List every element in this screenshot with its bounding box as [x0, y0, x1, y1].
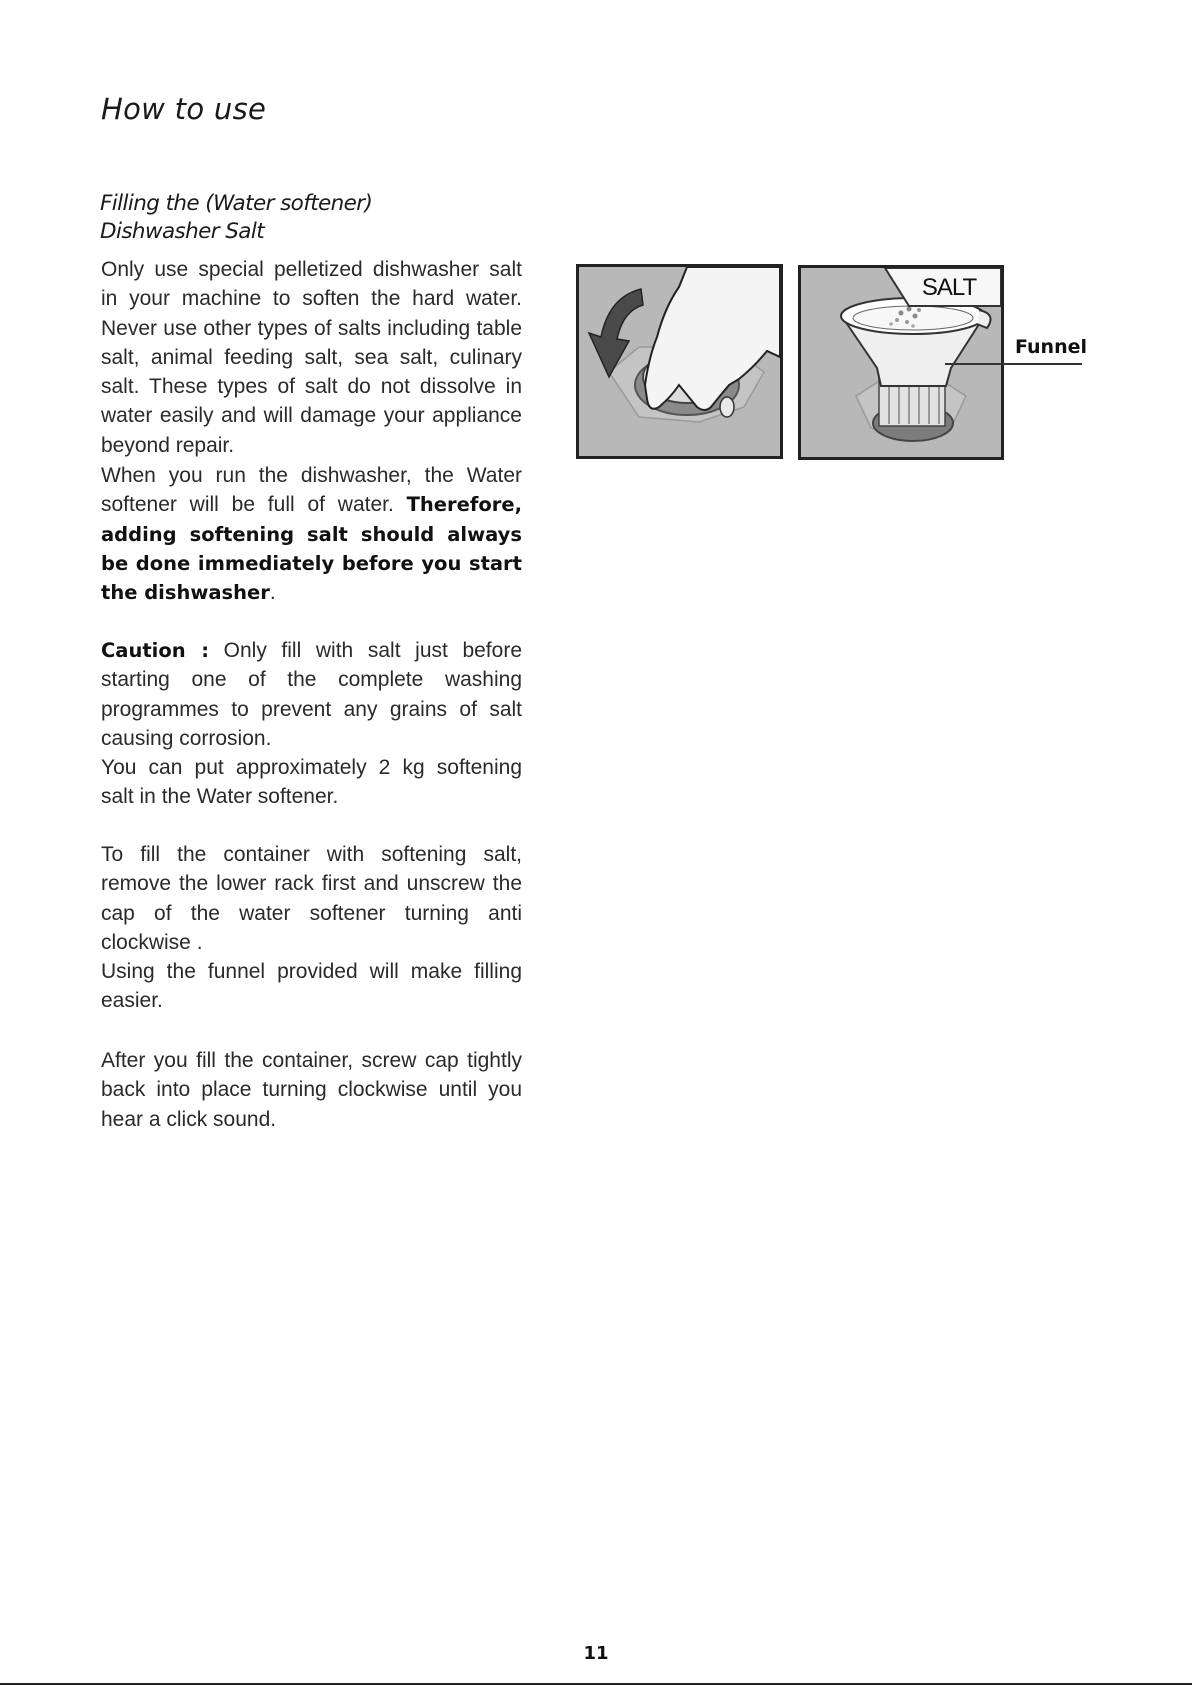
section-heading-line-2: Dishwasher Salt — [100, 219, 265, 244]
funnel-callout-line — [945, 363, 1082, 365]
paragraph-screw-cap: After you fill the container, screw cap tightly back into place turning clockwise until you hear a click sound. — [101, 1049, 522, 1131]
salt-label: SALT — [921, 274, 977, 301]
page-title: How to use — [101, 92, 267, 126]
section-heading — [100, 190, 372, 246]
paragraph-softener-end: . — [269, 581, 276, 605]
page-number: 11 — [583, 1643, 609, 1664]
paragraph-caution — [101, 636, 522, 753]
section-heading-line-1: Filling the (Water softener) — [100, 191, 373, 216]
paragraph-salt-amount: You can put approximately 2 kg softening salt in the Water softener. — [101, 756, 522, 809]
paragraph-softener-emphasis: Therefore, adding softening salt should always be done immediately before you start the dishwasher — [101, 493, 522, 605]
paragraph-salt-type: Only use special pelletized dishwasher salt in your machine to soften the hard water. Never use other types of salts including table salt, animal feeding salt, sea salt, culinary salt. These types of salt do not dissolve in water easily and will damage your appliance beyond repair. — [101, 258, 522, 457]
caution-text: Only fill with salt just before starting one of the complete washing programmes to prevent any grains of salt causing corrosion. — [101, 639, 522, 750]
caution-label: Caution : — [101, 639, 210, 662]
paragraph-softener-text: When you run the dishwasher, the Water softener will be full of water. — [101, 464, 522, 517]
paragraph-fill-instructions: To fill the container with softening salt, remove the lower rack first and unscrew the cap of the water softener turning anti clockwise . — [101, 843, 522, 954]
paragraph-funnel: Using the funnel provided will make filling easier. — [101, 960, 522, 1013]
hand-icon — [645, 267, 780, 410]
funnel-label: Funnel — [1015, 336, 1088, 358]
figure-unscrew-cap — [576, 264, 783, 459]
paragraph-softener-water — [101, 461, 522, 607]
unscrew-cap-illustration — [579, 267, 780, 456]
